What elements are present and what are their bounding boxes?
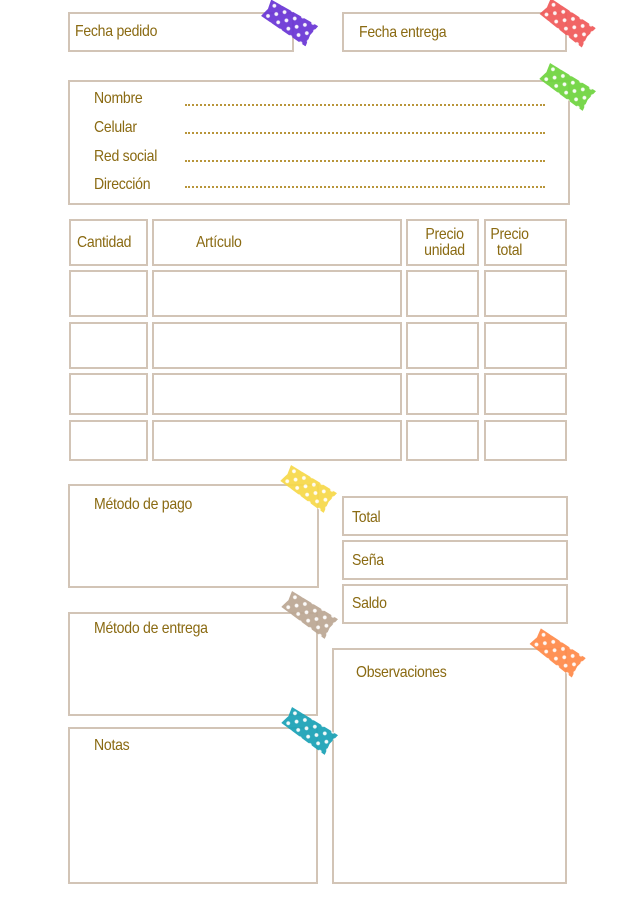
col-header-item [152,219,402,266]
delivery-date-label: Fecha entrega [359,24,447,41]
address-line[interactable] [185,186,545,188]
delivery-method-label: Método de entrega [94,620,208,637]
col-header-total-price [484,219,567,266]
delivery-date-field[interactable] [342,12,567,52]
table-row-3-total-price[interactable] [484,373,567,415]
table-row-2-quantity[interactable] [69,322,148,369]
address-label: Dirección [94,176,151,193]
social-label: Red social [94,148,158,165]
table-row-2-unit-price[interactable] [406,322,479,369]
col-quantity-label: Cantidad [77,234,132,251]
col-unit-price-line1: Precio [425,226,464,243]
table-row-1-total-price[interactable] [484,270,567,317]
col-header-unit-price [406,219,479,266]
table-row-4-unit-price[interactable] [406,420,479,461]
delivery-method-box[interactable] [68,612,318,716]
table-row-4-quantity[interactable] [69,420,148,461]
name-line[interactable] [185,104,545,106]
deposit-field[interactable] [342,540,568,580]
name-label: Nombre [94,90,143,107]
table-row-1-quantity[interactable] [69,270,148,317]
deposit-label: Seña [352,552,384,569]
payment-method-box[interactable] [68,484,319,588]
table-row-3-quantity[interactable] [69,373,148,415]
table-row-2-item[interactable] [152,322,402,369]
balance-label: Saldo [352,595,387,612]
col-total-price-line1: Precio [490,226,529,243]
table-row-3-item[interactable] [152,373,402,415]
notes-box[interactable] [68,727,318,884]
table-row-3-unit-price[interactable] [406,373,479,415]
table-row-1-unit-price[interactable] [406,270,479,317]
payment-method-label: Método de pago [94,496,193,513]
observations-box[interactable] [332,648,567,884]
col-total-price-line2: total [496,242,523,259]
table-row-1-item[interactable] [152,270,402,317]
order-date-field[interactable] [68,12,294,52]
table-row-4-total-price[interactable] [484,420,567,461]
col-unit-price-line2: unidad [424,242,465,259]
notes-label: Notas [94,737,130,754]
balance-field[interactable] [342,584,568,624]
total-label: Total [352,509,381,526]
phone-label: Celular [94,119,137,136]
social-line[interactable] [185,160,545,162]
order-date-label: Fecha pedido [75,23,158,40]
col-unit-price-label [412,227,476,259]
col-header-quantity [69,219,148,266]
col-total-price-label [473,227,546,259]
customer-info-box [68,80,570,205]
table-row-2-total-price[interactable] [484,322,567,369]
phone-line[interactable] [185,132,545,134]
table-row-4-item[interactable] [152,420,402,461]
total-field[interactable] [342,496,568,536]
col-item-label: Artículo [196,234,242,251]
observations-label: Observaciones [356,664,447,681]
